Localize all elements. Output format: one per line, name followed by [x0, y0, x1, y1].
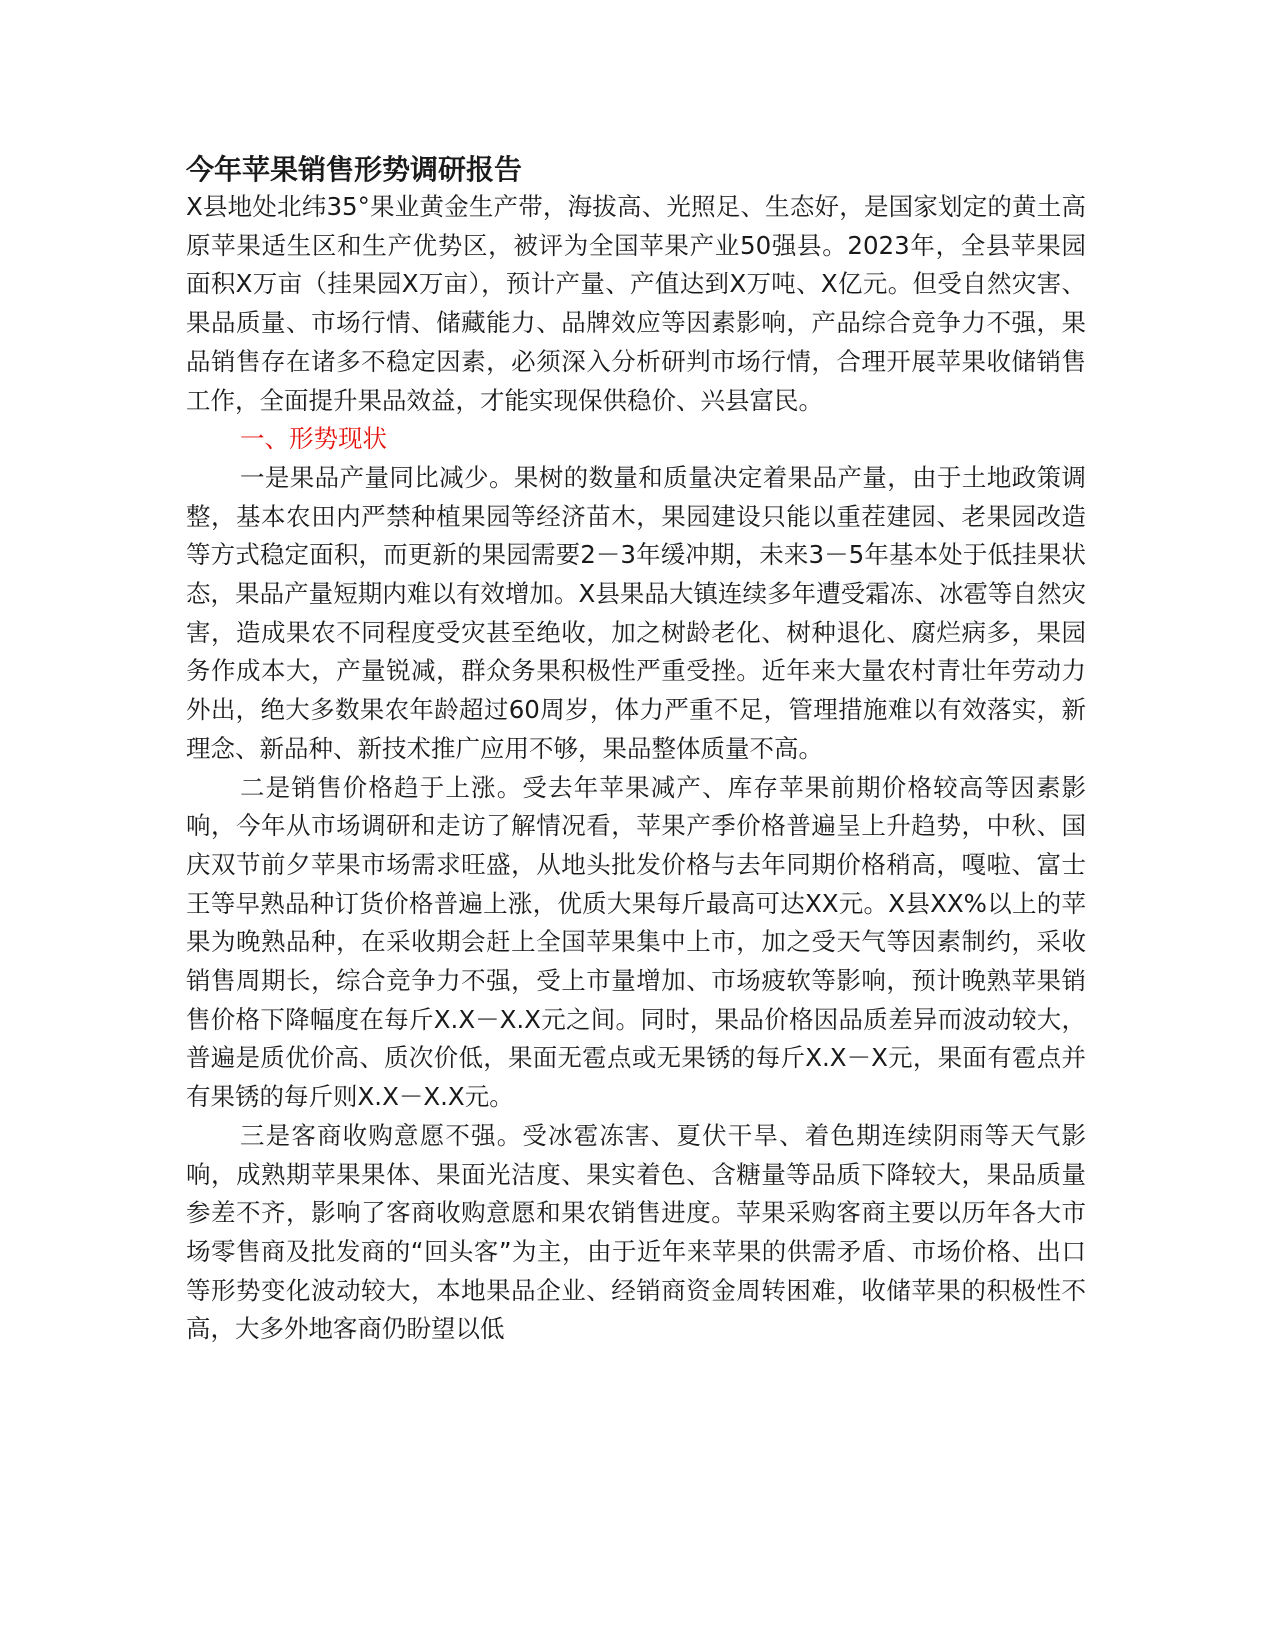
- section-heading: 一、形势现状: [240, 424, 387, 454]
- document-page: [186, 152, 1086, 1349]
- body-paragraph-3: 三是客商收购意愿不强。受冰雹冻害、夏伏干旱、着色期连续阴雨等天气影响，成熟期苹果果体、果面光洁度、果实着色、含糖量等品质下降较大，果品质量参差不齐，影响了客商收购意愿和果农销售进度。苹果采购客商主要以历年各大市场零售商及批发商的“回头客”为主，由于近年来苹果的供需矛盾、市场价格、出口等形势变化波动较大，本地果品企业、经销商资金周转困难，收储苹果的积极性不高，大多外地客商仍盼望以低: [186, 1120, 1086, 1344]
- intro-paragraph: X县地处北纬35°果业黄金生产带，海拔高、光照足、生态好，是国家划定的黄土高原苹果适生区和生产优势区，被评为全国苹果产业50强县。2023年，全县苹果园面积X万亩（挂果园X万亩），预计产量、产值达到X万吨、X亿元。但受自然灾害、果品质量、市场行情、储藏能力、品牌效应等因素影响，产品综合竞争力不强，果品销售存在诸多不稳定因素，必须深入分析研判市场行情，合理开展苹果收储销售工作，全面提升果品效益，才能实现保供稳价、兴县富民。: [186, 192, 1086, 415]
- body-paragraph-1: 一是果品产量同比减少。果树的数量和质量决定着果品产量，由于土地政策调整，基本农田内严禁种植果园等经济苗木，果园建设只能以重茬建园、老果园改造等方式稳定面积，而更新的果园需要2－3年缓冲期，未来3－5年基本处于低挂果状态，果品产量短期内难以有效增加。X县果品大镇连续多年遭受霜冻、冰雹等自然灾害，造成果农不同程度受灾甚至绝收，加之树龄老化、树种退化、腐烂病多，果园务作成本大，产量锐减，群众务果积极性严重受挫。近年来大量农村青壮年劳动力外出，绝大多数果农年龄超过60周岁，体力严重不足，管理措施难以有效落实，新理念、新品种、新技术推广应用不够，果品整体质量不高。: [186, 462, 1086, 763]
- body-paragraph-2: 二是销售价格趋于上涨。受去年苹果减产、库存苹果前期价格较高等因素影响，今年从市场调研和走访了解情况看，苹果产季价格普遍呈上升趋势，中秋、国庆双节前夕苹果市场需求旺盛，从地头批发价格与去年同期价格稍高，嘎啦、富士王等早熟品种订货价格普遍上涨，优质大果每斤最高可达XX元。X县XX%以上的苹果为晚熟品种，在采收期会赶上全国苹果集中上市，加之受天气等因素制约，采收销售周期长，综合竞争力不强，受上市量增加、市场疲软等影响，预计晚熟苹果销售价格下降幅度在每斤X.X－X.X元之间。同时，果品价格因品质差异而波动较大，普遍是质优价高、质次价低，果面无雹点或无果锈的每斤X.X－X元，果面有雹点并有果锈的每斤则X.X－X.X元。: [186, 772, 1086, 1112]
- document-title: 今年苹果销售形势调研报告: [186, 153, 523, 186]
